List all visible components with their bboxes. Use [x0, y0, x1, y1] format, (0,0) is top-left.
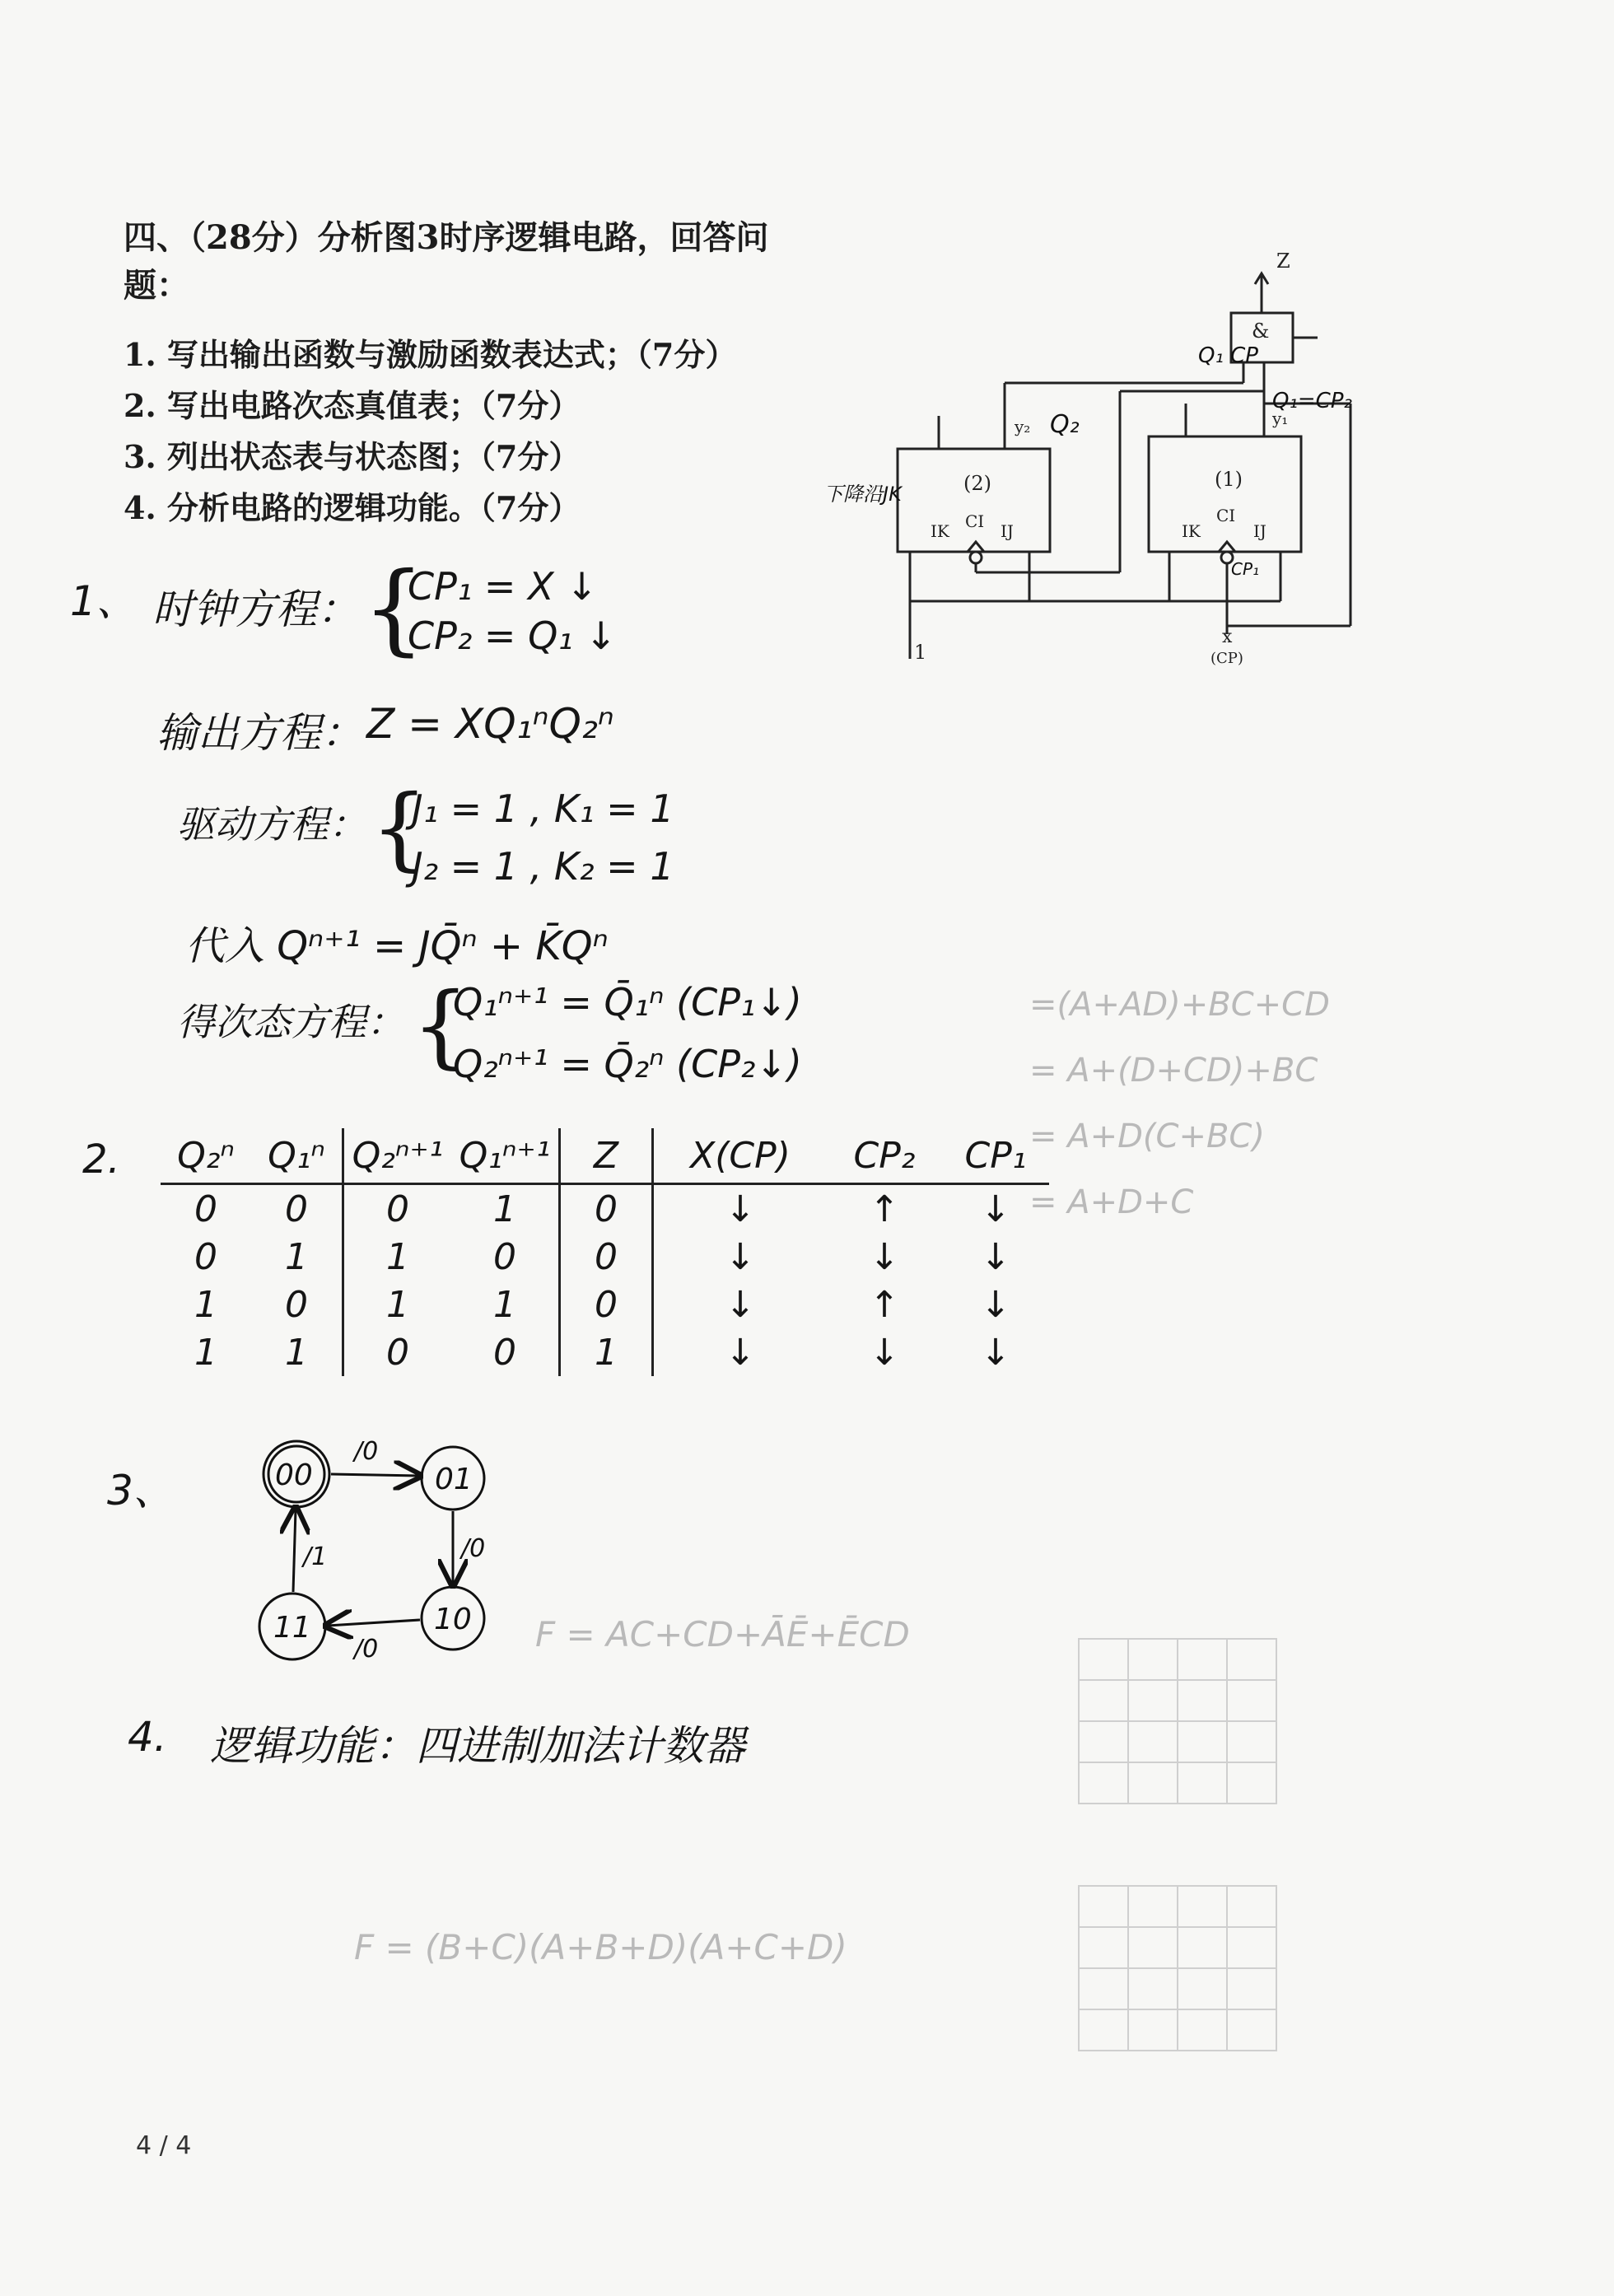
question-title-line1: 四、（28分）分析图3时序逻辑电路，回答问: [124, 218, 769, 257]
answer1-output-label: 输出方程：: [156, 709, 362, 757]
bleed-line: =(A+AD)+BC+CD: [1029, 986, 1330, 1024]
answer3-number: 3、: [107, 1467, 175, 1514]
table-cell: ↑: [869, 1188, 900, 1230]
answer1-number: 1、: [70, 577, 138, 625]
table-cell: 1: [251, 1233, 343, 1281]
edge-10-11: [328, 1620, 420, 1626]
table-cell: ↓: [869, 1235, 900, 1278]
question-title: [124, 214, 832, 310]
table-row: [161, 1281, 1049, 1328]
table-row: [161, 1328, 1049, 1376]
header-cp2: CP₂: [853, 1134, 916, 1177]
bleed-line: = A+(D+CD)+BC: [1029, 1052, 1318, 1090]
table-cell: ↓: [725, 1283, 756, 1326]
table-row: [161, 1184, 1049, 1234]
table-cell: 1: [251, 1328, 343, 1376]
circuit-diagram: [823, 239, 1400, 684]
annot-cp1: CP₁: [1231, 559, 1260, 579]
flip-flop-1: [1149, 436, 1301, 552]
x-input-label: x: [1222, 627, 1233, 647]
table-cell: 1: [386, 1235, 409, 1278]
ff2-ij: IJ: [1001, 521, 1014, 541]
brace: {: [362, 552, 426, 666]
table-cell: 0: [194, 1235, 217, 1278]
answer1-next-eq1: Q₁ⁿ⁺¹ = Q̄₁ⁿ (CP₁↓): [453, 980, 802, 1024]
edge-label-00-01: /0: [354, 1437, 379, 1466]
table-cell: 1: [194, 1331, 217, 1374]
header-q1n: Q₁ⁿ: [251, 1128, 343, 1184]
brace: {: [412, 973, 469, 1078]
question-item-1: 1. 写出输出函数与激励函数表达式；（7分）: [124, 336, 737, 373]
table-cell: ↓: [980, 1235, 1011, 1278]
answer1-clock-label: 时钟方程：: [152, 586, 358, 633]
table-cell: ↑: [869, 1283, 900, 1326]
page-number: 4 / 4: [136, 2131, 192, 2160]
state-diagram: [239, 1416, 519, 1696]
table-cell: 1: [386, 1283, 409, 1326]
ff2-out: y₂: [1015, 417, 1031, 436]
header-cp1: CP₁: [964, 1134, 1027, 1177]
ff1-out: y₁: [1272, 408, 1289, 428]
answer1-drive-label: 驱动方程：: [177, 802, 366, 847]
annot-q1-cp2: Q₁=CP₂: [1272, 389, 1352, 413]
bleed-line: F = AC+CD+ĀĒ+ĒCD: [535, 1614, 910, 1654]
answer1-next-label: 得次态方程：: [177, 1000, 404, 1044]
const-one: 1: [914, 641, 927, 664]
truth-table-header: [161, 1128, 1049, 1184]
table-cell: 0: [251, 1281, 343, 1328]
table-cell: ↓: [725, 1235, 756, 1278]
table-cell: ↓: [725, 1188, 756, 1230]
edge-11-00: [293, 1510, 296, 1592]
bleed-line: = A+D(C+BC): [1029, 1118, 1265, 1155]
annot-q2: Q₂: [1050, 410, 1080, 439]
answer1-substitution: 代入 Qⁿ⁺¹ = JQ̄ⁿ + K̄Qⁿ: [185, 923, 609, 969]
table-cell: ↓: [980, 1188, 1011, 1230]
table-cell: 1: [451, 1281, 560, 1328]
table-cell: 0: [386, 1331, 409, 1374]
edge-label-10-11: /0: [354, 1635, 379, 1664]
ff1-number: (1): [1215, 468, 1243, 491]
edge-00-01: [331, 1474, 418, 1476]
header-q2n: Q₂ⁿ: [177, 1134, 235, 1177]
answer1-output-eq: Z = XQ₁ⁿQ₂ⁿ: [366, 700, 614, 748]
state-11-label: 11: [273, 1611, 311, 1645]
bleed-kmap: [1071, 1631, 1334, 2092]
header-q2n1: Q₂ⁿ⁺¹: [352, 1134, 444, 1177]
output-z-label: Z: [1276, 250, 1290, 273]
state-01-label: 01: [435, 1463, 473, 1496]
answer4-number: 4.: [128, 1713, 167, 1761]
answer1-drive-eq1: J₁ = 1 , K₁ = 1: [412, 786, 674, 831]
ff2-ik: IK: [931, 521, 949, 541]
table-cell: 1: [451, 1184, 560, 1234]
table-cell: 0: [451, 1233, 560, 1281]
table-cell: 0: [251, 1184, 343, 1234]
table-cell: ↓: [869, 1331, 900, 1374]
brace: {: [371, 775, 428, 880]
cp-input-label: (CP): [1210, 650, 1243, 667]
ff1-ci: CI: [1216, 506, 1236, 525]
table-cell: 0: [451, 1328, 560, 1376]
table-cell: 0: [386, 1188, 409, 1230]
table-cell: ↓: [725, 1331, 756, 1374]
flip-flop-2: [898, 449, 1050, 552]
table-cell: 0: [560, 1233, 653, 1281]
truth-table: [161, 1128, 1049, 1376]
question-item-4: 4. 分析电路的逻辑功能。（7分）: [124, 489, 581, 526]
state-10-label: 10: [434, 1603, 472, 1636]
and-gate-symbol: &: [1252, 320, 1270, 343]
table-cell: 0: [560, 1184, 653, 1234]
answer2-number: 2.: [82, 1136, 120, 1183]
header-q1n1: Q₁ⁿ⁺¹: [451, 1128, 560, 1184]
table-cell: 0: [194, 1188, 217, 1230]
answer1-clock-eq1: CP₁ = X ↓: [408, 564, 598, 609]
ff2-number: (2): [963, 472, 991, 495]
question-item-2: 2. 写出电路次态真值表；（7分）: [124, 387, 581, 424]
table-cell: ↓: [980, 1331, 1011, 1374]
annot-q1-cp: Q₁ CP: [1198, 343, 1258, 368]
edge-label-11-00: /1: [303, 1542, 328, 1571]
ff2-ci: CI: [965, 511, 985, 531]
ff1-ij: IJ: [1253, 521, 1266, 541]
question-item-3: 3. 列出状态表与状态图；（7分）: [124, 438, 581, 475]
answer1-next-eq2: Q₂ⁿ⁺¹ = Q̄₂ⁿ (CP₂↓): [453, 1042, 802, 1086]
bleed-line: = A+D+C: [1029, 1183, 1194, 1221]
state-00-label: 00: [275, 1458, 313, 1492]
header-x-cp: X(CP): [690, 1134, 791, 1177]
header-z: Z: [560, 1128, 653, 1184]
edge-label-01-10: /0: [461, 1534, 486, 1563]
table-cell: 0: [560, 1281, 653, 1328]
answer4-text: 逻辑功能：四进制加法计数器: [210, 1722, 745, 1770]
annot-jk: 下降沿JK: [823, 483, 902, 506]
table-row: [161, 1233, 1049, 1281]
table-cell: ↓: [980, 1283, 1011, 1326]
bleed-line: F = (B+C)(A+B+D)(A+C+D): [354, 1927, 847, 1967]
answer1-drive-eq2: J₂ = 1 , K₂ = 1: [412, 844, 674, 889]
table-cell: 1: [560, 1328, 653, 1376]
ff1-ik: IK: [1182, 521, 1201, 541]
table-cell: 1: [194, 1283, 217, 1326]
question-title-line2: 题：: [124, 266, 189, 305]
answer1-clock-eq2: CP₂ = Q₁ ↓: [408, 614, 617, 658]
